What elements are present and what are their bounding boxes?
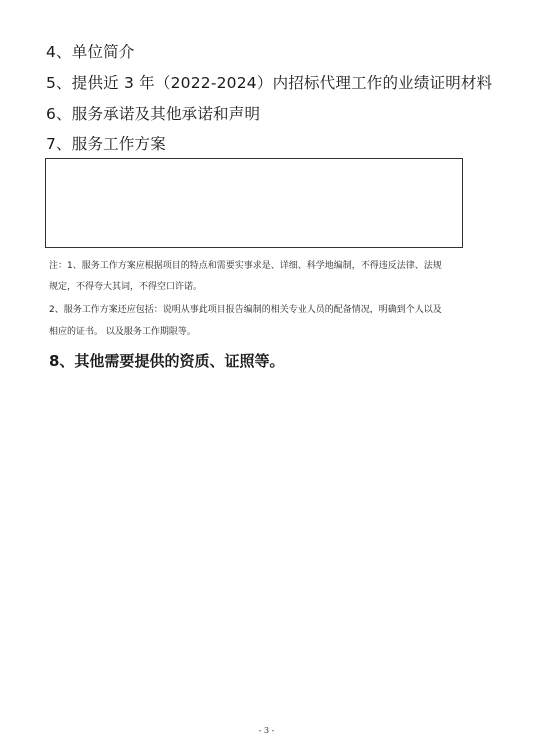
section-heading-service-commitment: 6、服务承诺及其他承诺和声明 (46, 105, 261, 123)
section-heading-performance-proof: 5、提供近 3 年（2022-2024）内招标代理工作的业绩证明材料 (46, 74, 493, 92)
note-1-line-1: 注：1、服务工作方案应根据项目的特点和需要实事求是、详细、科学地编制，不得违反法律、法规 (49, 261, 442, 271)
section-heading-service-plan: 7、服务工作方案 (46, 135, 166, 153)
page-number: - 3 - (258, 726, 275, 735)
service-plan-input-box[interactable] (45, 158, 463, 248)
section-heading-qualifications: 8、其他需要提供的资质、证照等。 (49, 352, 285, 370)
note-1-line-2: 规定，不得夸大其词，不得空口许诺。 (49, 282, 203, 292)
note-2-line-1: 2、服务工作方案还应包括：说明从事此项目报告编制的相关专业人员的配备情况，明确到个人以及 (49, 305, 442, 315)
section-heading-company-profile: 4、单位简介 (46, 43, 135, 61)
note-2-line-2: 相应的证书。 以及服务工作期限等。 (49, 327, 196, 337)
